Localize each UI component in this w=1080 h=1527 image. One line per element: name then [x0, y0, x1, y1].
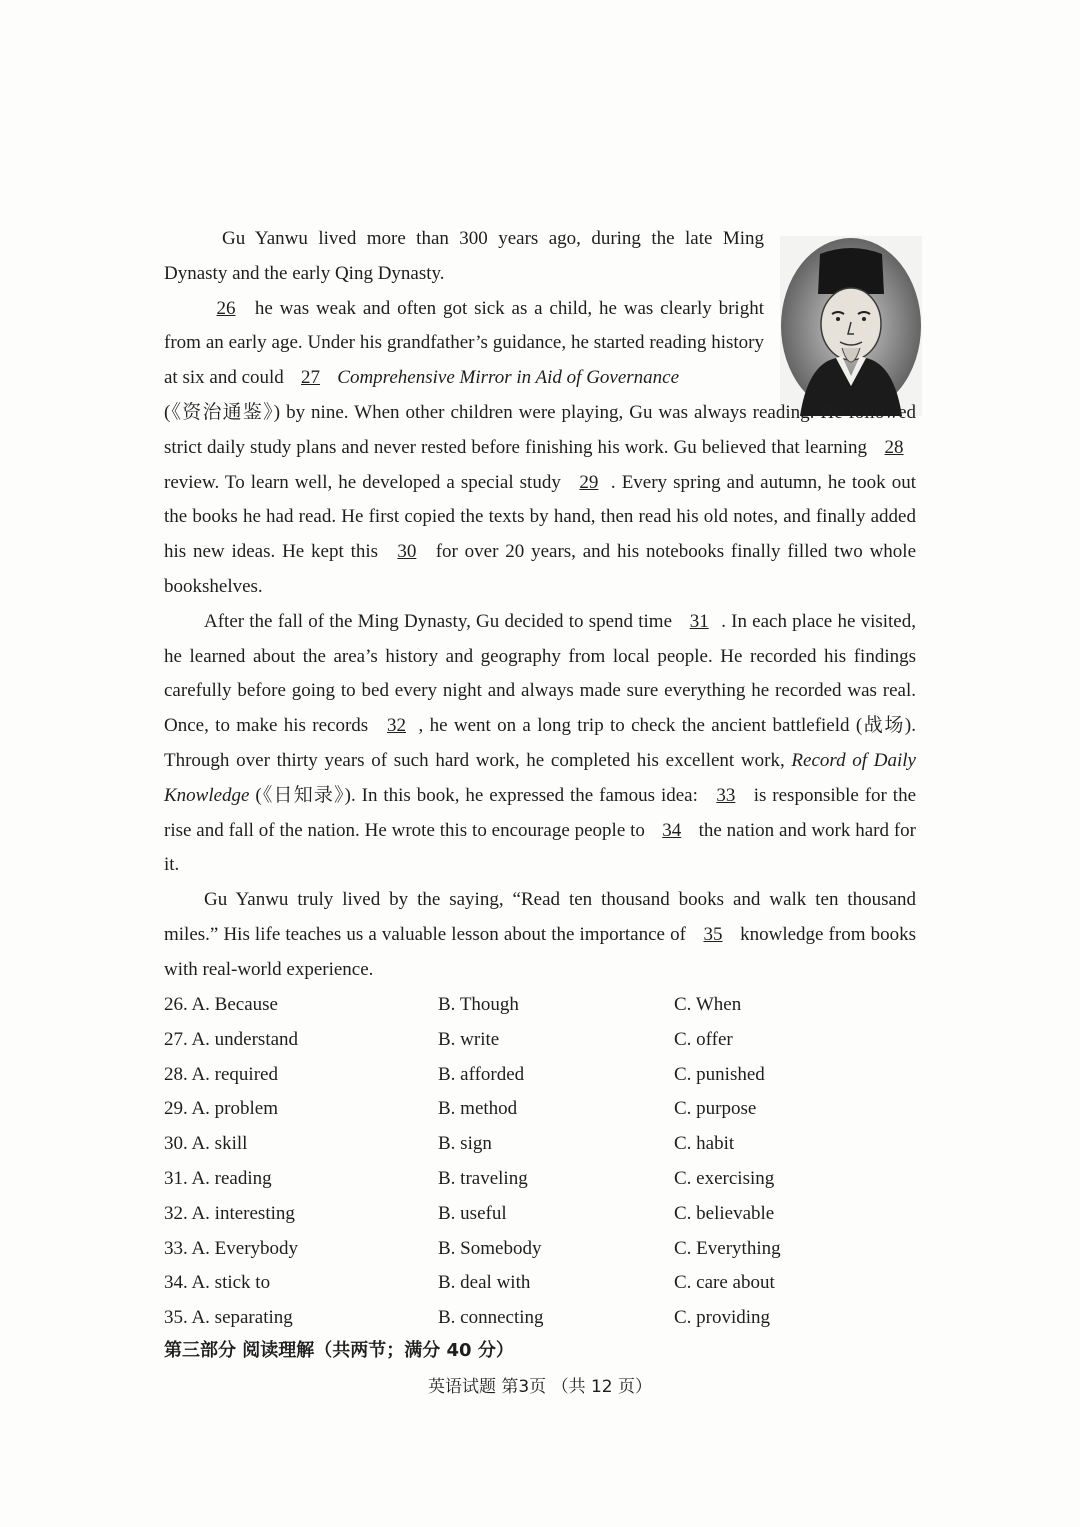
- paragraph-2-cont: [164, 396, 916, 605]
- option-a: 31. A. reading: [164, 1167, 272, 1189]
- section-title: 第三部分 阅读理解（共两节；满分 40 分）: [164, 1340, 514, 1361]
- paragraph-2-text-c: review. To learn well, he developed a special study: [164, 471, 567, 493]
- paragraph-2-text-a: he was weak and often got sick as a child, he was clearly bright from an early age. Under his grandfather’s guidance, he started reading history at six and could: [164, 297, 764, 389]
- option-c: C. providing: [674, 1307, 771, 1329]
- option-a: 34. A. stick to: [164, 1272, 271, 1294]
- paragraph-2-text-b: (《资治通鉴》) by nine. When other children were playing, Gu was always reading. He followed strict daily study plans and never rested before finishing his work. Gu believed that learning: [164, 402, 916, 458]
- option-row-28: [164, 1058, 924, 1093]
- option-row-29: [164, 1092, 924, 1127]
- paragraph-3: [164, 605, 916, 883]
- option-a: 33. A. Everybody: [164, 1237, 299, 1259]
- paragraph-2-text-d: . Every spring and autumn, he took out the books he had read. He first copied the texts by hand, then read his old notes, and finally added his new ideas. He kept this: [164, 471, 917, 563]
- paragraph-3-text-c: , he went on a long trip to check the ancient battlefield (战场). Through over thirty years of such hard work, he completed his excellent work,: [164, 715, 916, 771]
- option-row-35: [164, 1301, 924, 1336]
- option-b: B. traveling: [438, 1167, 528, 1189]
- blank-27: 27: [301, 367, 321, 389]
- paragraph-3-text-b: . In each place he visited, he learned about the area’s history and geography from local people. He recorded his findings carefully before going to bed every night and always made sure everything he recorded was real. Once, to make his records: [164, 610, 916, 737]
- option-c: C. When: [674, 994, 742, 1015]
- blank-26: 26: [216, 297, 236, 319]
- portrait-image: [780, 236, 922, 416]
- option-b: B. deal with: [438, 1272, 531, 1294]
- passage-main: [164, 396, 916, 988]
- paragraph-4-text-b: knowledge from books with real-world experience.: [164, 923, 916, 980]
- option-c: C. care about: [674, 1272, 775, 1294]
- option-c: C. habit: [674, 1133, 735, 1155]
- option-b: B. Somebody: [438, 1237, 542, 1259]
- option-b: B. method: [438, 1098, 518, 1120]
- option-row-30: [164, 1127, 924, 1162]
- option-b: B. afforded: [438, 1063, 525, 1085]
- blank-29: 29: [579, 471, 599, 493]
- option-a: 32. A. interesting: [164, 1202, 295, 1224]
- paragraph-2-start: [164, 292, 764, 396]
- paragraph-3-text-f: the nation and work hard for it.: [164, 819, 916, 876]
- paragraph-4-text-a: Gu Yanwu truly lived by the saying, “Read ten thousand books and walk ten thousand miles.” His life teaches us a valuable lesson about the importance of: [164, 889, 916, 945]
- option-a: 29. A. problem: [164, 1098, 278, 1120]
- blank-30: 30: [397, 541, 417, 563]
- blank-34: 34: [662, 819, 682, 841]
- option-b: B. write: [438, 1028, 500, 1050]
- option-row-26: [164, 988, 924, 1023]
- option-b: B. connecting: [438, 1307, 544, 1329]
- option-b: B. useful: [438, 1202, 507, 1224]
- paragraph-1-text: Gu Yanwu lived more than 300 years ago, during the late Ming Dynasty and the early Qing Dynasty.: [164, 228, 764, 284]
- option-c: C. purpose: [674, 1098, 757, 1120]
- blank-33: 33: [716, 784, 736, 806]
- option-row-27: [164, 1023, 924, 1058]
- blank-31: 31: [689, 610, 709, 632]
- option-b: B. Though: [438, 994, 519, 1015]
- option-row-31: [164, 1162, 924, 1197]
- blank-35: 35: [703, 923, 723, 945]
- paragraph-3-text-e: is responsible for the rise and fall of the nation. He wrote this to encourage people to: [164, 784, 917, 841]
- answer-options: [164, 988, 924, 1336]
- option-b: B. sign: [438, 1133, 492, 1155]
- option-a: 30. A. skill: [164, 1133, 248, 1155]
- paragraph-3-text-d: (《日知录》). In this book, he expressed the famous idea:: [249, 784, 704, 806]
- option-a: 27. A. understand: [164, 1028, 299, 1050]
- option-a: 28. A. required: [164, 1063, 278, 1085]
- passage-intro: [164, 222, 764, 396]
- paragraph-2-text-e: for over 20 years, and his notebooks finally filled two whole bookshelves.: [164, 541, 917, 597]
- option-row-34: [164, 1266, 924, 1301]
- page-footer: 英语试题 第3页 （共 12 页）: [427, 1377, 653, 1397]
- option-c: C. exercising: [674, 1167, 775, 1189]
- option-c: C. offer: [674, 1028, 733, 1050]
- option-c: C. believable: [674, 1202, 775, 1224]
- option-a: 26. A. Because: [164, 994, 278, 1015]
- blank-28: 28: [884, 436, 904, 458]
- book-title-record-daily-knowledge: Record of Daily Knowledge: [164, 749, 916, 806]
- option-c: C. punished: [674, 1063, 765, 1085]
- option-row-33: [164, 1232, 924, 1267]
- option-row-32: [164, 1197, 924, 1232]
- paragraph-4: [164, 883, 916, 987]
- option-a: 35. A. separating: [164, 1307, 293, 1329]
- option-c: C. Everything: [674, 1237, 781, 1259]
- paragraph-1: [164, 222, 764, 292]
- book-title-comprehensive-mirror: Comprehensive Mirror in Aid of Governance: [337, 367, 680, 389]
- paragraph-3-text-a: After the fall of the Ming Dynasty, Gu decided to spend time: [204, 610, 678, 632]
- blank-32: 32: [387, 715, 406, 737]
